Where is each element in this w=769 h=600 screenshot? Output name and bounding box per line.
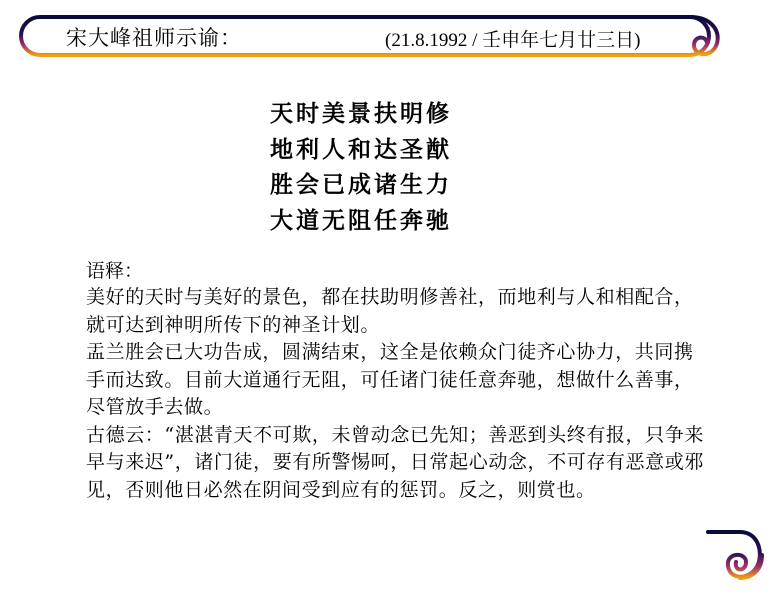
header-title: 宋大峰祖师示谕：	[66, 26, 242, 50]
poem-line: 胜会已成诸生力	[270, 171, 452, 198]
explanation-paragraph: 盂兰胜会已大功告成，圆满结束，这全是依赖众门徒齐心协力，共同携手而达致。目前大道通行无阻，可任诸门徒任意奔驰，想做什么善事，尽管放手去做。	[86, 341, 694, 418]
poem-line: 天时美景扶明修	[270, 100, 452, 127]
explanation-paragraph: 美好的天时与美好的景色，都在扶助明修善社，而地利与人和相配合，就可达到神明所传下的神圣计划。	[86, 286, 694, 336]
poem	[270, 96, 530, 238]
explanation	[86, 258, 706, 504]
scroll-bottom-curl	[708, 532, 762, 578]
header-date: (21.8.1992 / 壬申年七月廿三日)	[385, 30, 641, 51]
explanation-heading: 语释：	[86, 260, 144, 282]
poem-line: 地利人和达圣猷	[270, 135, 452, 163]
poem-line: 大道无阻任奔驰	[270, 206, 452, 234]
explanation-paragraph: 古德云：“湛湛青天不可欺，未曾动念已先知；善恶到头终有报，只争来早与来迟”，诸门徒，要有所警惕呵，日常起心动念，不可存有恶意或邪见，否则他日必然在阴间受到应有的惩罚。反之，则赏也。	[86, 423, 704, 501]
